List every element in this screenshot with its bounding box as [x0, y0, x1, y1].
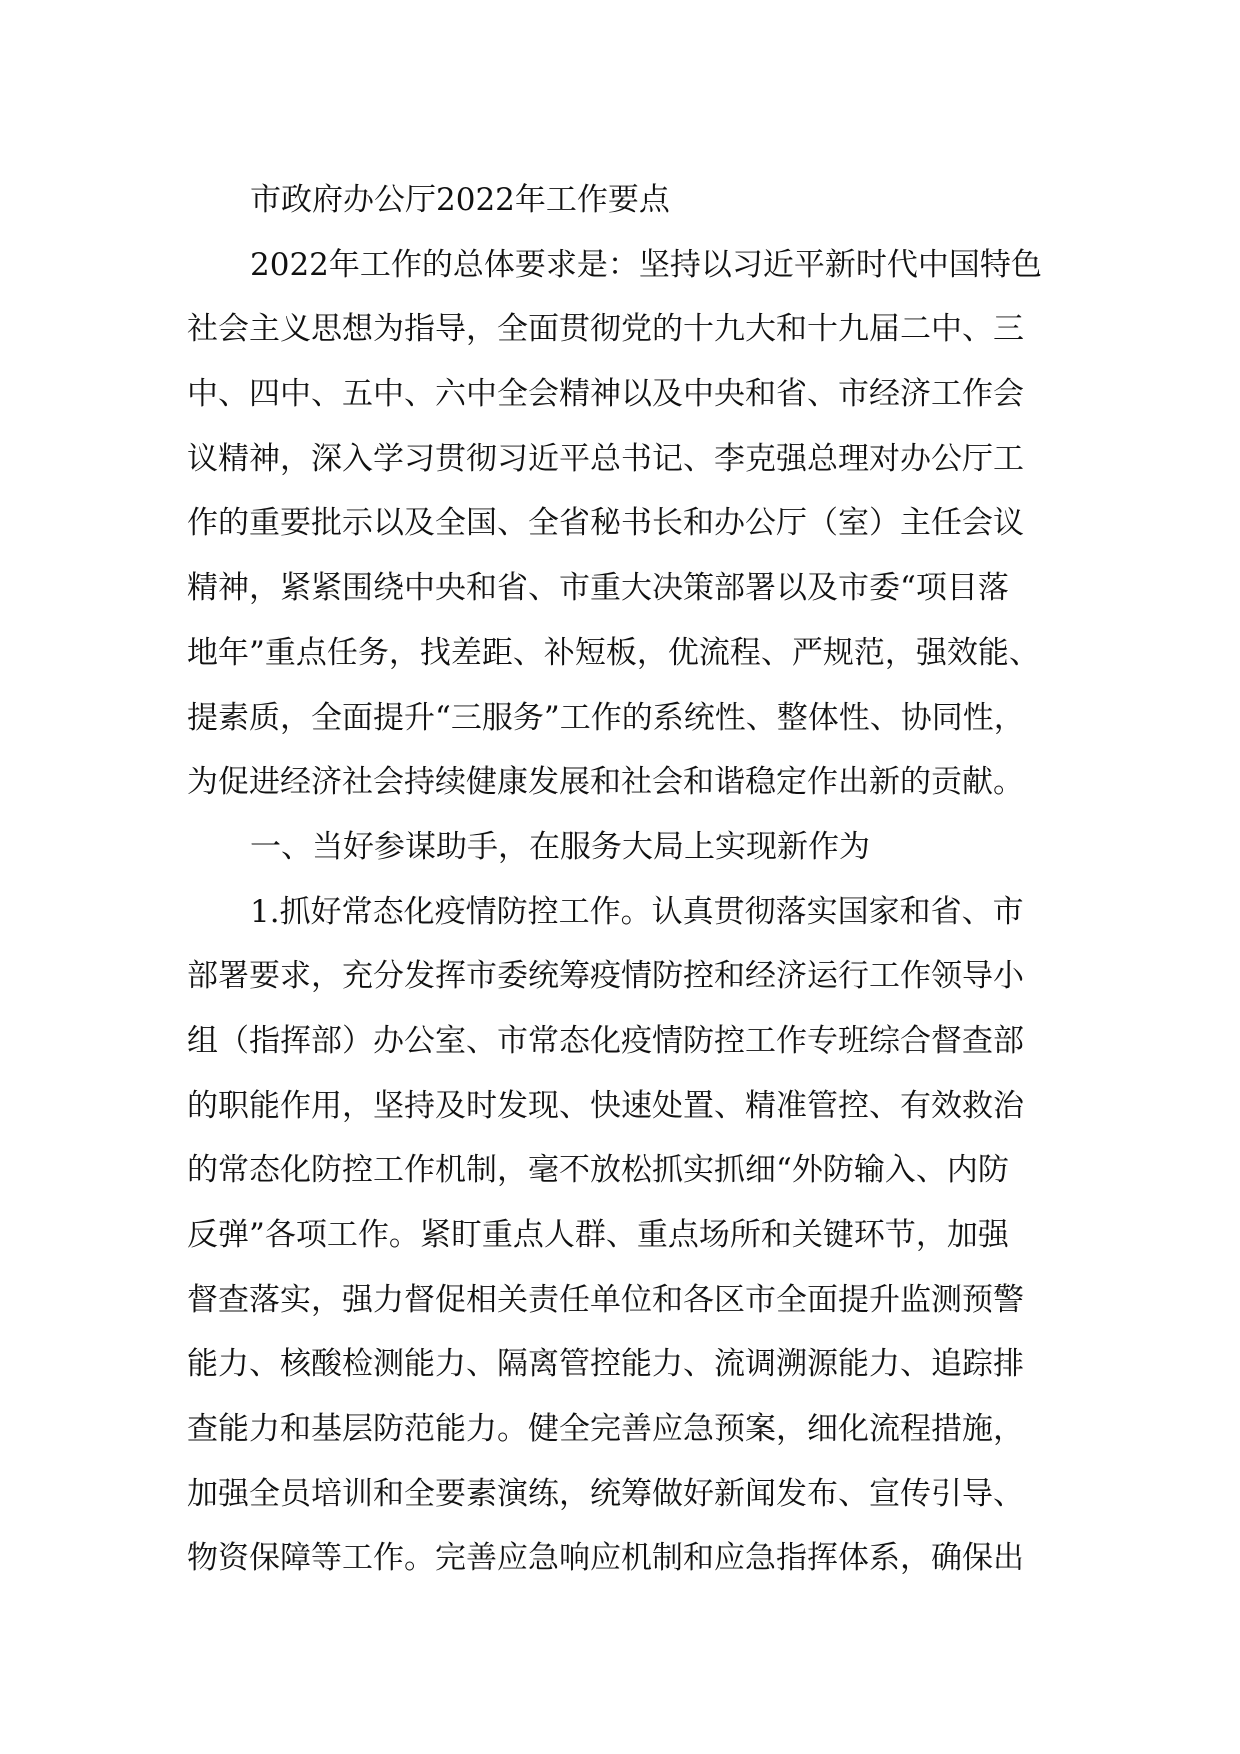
paragraph-line: 2022年工作的总体要求是：坚持以习近平新时代中国特色 [250, 246, 1042, 283]
paragraph-line: 加强全员培训和全要素演练，统筹做好新闻发布、宣传引导、 [187, 1475, 1024, 1512]
paragraph-line: 精神，紧紧围绕中央和省、市重大决策部署以及市委“项目落 [187, 570, 1009, 607]
paragraph-line: 查能力和基层防范能力。健全完善应急预案，细化流程措施， [187, 1411, 1024, 1448]
paragraph-line: 地年”重点任务，找差距、补短板，优流程、严规范，强效能、 [187, 634, 1040, 671]
paragraph-line: 督查落实，强力督促相关责任单位和各区市全面提升监测预警 [187, 1281, 1024, 1318]
paragraph-line: 反弹”各项工作。紧盯重点人群、重点场所和关键环节，加强 [187, 1217, 1009, 1253]
paragraph-line: 能力、核酸检测能力、隔离管控能力、流调溯源能力、追踪排 [187, 1346, 1024, 1383]
paragraph-line: 提素质，全面提升“三服务”工作的系统性、整体性、协同性， [187, 699, 1025, 736]
paragraph-line: 物资保障等工作。完善应急响应机制和应急指挥体系，确保出 [187, 1540, 1024, 1577]
paragraph-line: 1.抓好常态化疫情防控工作。认真贯彻落实国家和省、市 [250, 893, 1024, 930]
paragraph-line: 组（指挥部）办公室、市常态化疫情防控工作专班综合督查部 [187, 1022, 1024, 1059]
paragraph-line: 中、四中、五中、六中全会精神以及中央和省、市经济工作会 [187, 376, 1024, 413]
paragraph-line: 作的重要批示以及全国、全省秘书长和办公厅（室）主任会议 [187, 505, 1024, 542]
item-1-paragraph [187, 880, 1087, 1592]
document-body [187, 168, 1087, 1591]
paragraph-line: 部署要求，充分发挥市委统筹疫情防控和经济运行工作领导小 [187, 958, 1024, 995]
section-heading: 一、当好参谋助手，在服务大局上实现新作为 [250, 828, 870, 865]
paragraph-line: 的常态化防控工作机制，毫不放松抓实抓细“外防输入、内防 [187, 1152, 1009, 1189]
paragraph-line: 社会主义思想为指导，全面贯彻党的十九大和十九届二中、三 [187, 311, 1024, 348]
general-requirements-paragraph [187, 233, 1087, 815]
paragraph-line: 议精神，深入学习贯彻习近平总书记、李克强总理对办公厅工 [187, 440, 1024, 477]
paragraph-line: 为促进经济社会持续健康发展和社会和谐稳定作出新的贡献。 [187, 764, 1024, 801]
document-title: 市政府办公厅2022年工作要点 [250, 182, 670, 218]
paragraph-line: 的职能作用，坚持及时发现、快速处置、精准管控、有效救治 [187, 1087, 1024, 1124]
